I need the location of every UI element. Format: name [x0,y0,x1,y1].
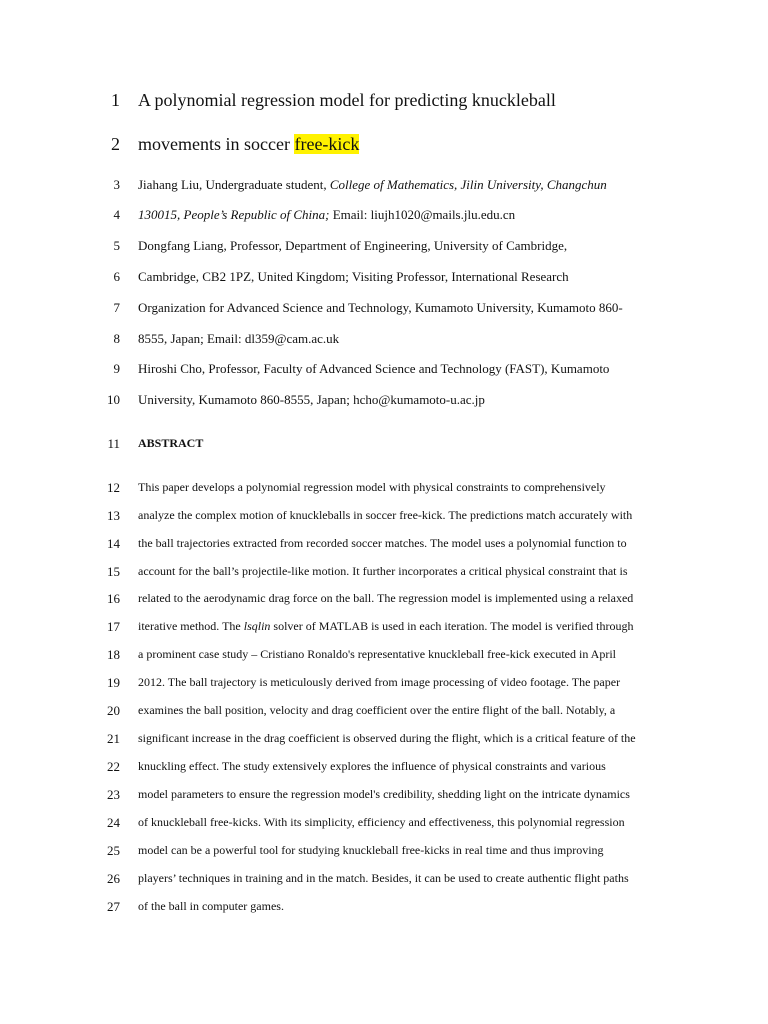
abstract-line-21 [0,731,768,755]
line-number: 1 [111,90,120,110]
line-number: 15 [107,564,120,579]
line-number: 8 [113,331,120,346]
abstract-text: This paper develops a polynomial regression model with physical constraints to comprehensively [138,480,606,494]
line-number: 14 [107,536,120,551]
abstract-line-19 [0,675,768,699]
abstract-text: analyze the complex motion of knuckleballs in soccer free-kick. The predictions match accurately with [138,508,633,522]
line-number: 12 [107,480,120,495]
abstract-line-23 [0,787,768,811]
author-text: Cambridge, CB2 1PZ, United Kingdom; Visiting Professor, International Research [138,269,569,284]
author-line-6 [0,269,768,293]
line-number: 23 [107,787,120,802]
paper-title-cont: movements in soccer free-kick [138,134,360,154]
author-text: Dongfang Liang, Professor, Department of Engineering, University of Cambridge, [138,238,568,253]
author-line-7 [0,300,768,324]
abstract-text: iterative method. The lsqlin solver of MATLAB is used in each iteration. The model is verified through [138,619,634,633]
line-number: 7 [113,300,120,315]
author-line-9 [0,361,768,385]
line-number: 4 [113,207,120,222]
line-number: 3 [113,177,120,192]
abstract-line-13 [0,508,768,532]
line-number: 24 [107,815,120,830]
abstract-heading: ABSTRACT [138,436,204,450]
abstract-line-20 [0,703,768,727]
abstract-line-14 [0,536,768,560]
author-text: Hiroshi Cho, Professor, Faculty of Advanced Science and Technology (FAST), Kumamoto [138,361,610,376]
line-number: 22 [107,759,120,774]
line-number: 2 [111,134,120,154]
abstract-text: model can be a powerful tool for studying knuckleball free-kicks in real time and thus improving [138,843,604,857]
abstract-text: account for the ball’s projectile-like motion. It further incorporates a critical physical constraint that is [138,564,628,578]
abstract-text: model parameters to ensure the regression model's credibility, shedding light on the intricate dynamics [138,787,630,801]
abstract-text: a prominent case study – Cristiano Ronaldo's representative knuckleball free-kick executed in April [138,647,617,661]
abstract-line-27 [0,899,768,923]
author-line-4 [0,207,768,231]
author-text: Jiahang Liu, Undergraduate student, College of Mathematics, Jilin University, Changchun [138,177,607,192]
abstract-heading-line [0,436,768,460]
abstract-text: of knuckleball free-kicks. With its simplicity, efficiency and effectiveness, this polynomial regression [138,815,625,829]
abstract-line-17 [0,619,768,643]
author-text: University, Kumamoto 860-8555, Japan; hcho@kumamoto-u.ac.jp [138,392,485,407]
abstract-line-12 [0,480,768,504]
author-text: Organization for Advanced Science and Technology, Kumamoto University, Kumamoto 860- [138,300,623,315]
line-number: 21 [107,731,120,746]
abstract-line-16 [0,591,768,615]
search-highlight: free-kick [294,134,360,154]
line-number: 20 [107,703,120,718]
abstract-text: of the ball in computer games. [138,899,284,913]
line-number: 18 [107,647,120,662]
paper-title: A polynomial regression model for predicting knuckleball [138,90,556,110]
abstract-line-25 [0,843,768,867]
line-number: 5 [113,238,120,253]
line-number: 13 [107,508,120,523]
line-number: 25 [107,843,120,858]
line-number: 19 [107,675,120,690]
author-line-3 [0,177,768,201]
line-number: 27 [107,899,120,914]
abstract-line-18 [0,647,768,671]
abstract-line-24 [0,815,768,839]
line-number: 16 [107,591,120,606]
author-text: 8555, Japan; Email: dl359@cam.ac.uk [138,331,340,346]
line-number: 17 [107,619,120,634]
author-line-10 [0,392,768,416]
abstract-text: examines the ball position, velocity and drag coefficient over the entire flight of the ball. Notably, a [138,703,616,717]
author-line-8 [0,331,768,355]
line-number: 10 [107,392,120,407]
abstract-text: significant increase in the drag coefficient is observed during the flight, which is a critical feature of the [138,731,636,745]
line-number: 11 [107,436,120,451]
author-text: 130015, People’s Republic of China; Email: liujh1020@mails.jlu.edu.cn [138,207,516,222]
line-number: 6 [113,269,120,284]
line-number: 9 [113,361,120,376]
abstract-text: knuckling effect. The study extensively explores the influence of physical constraints and various [138,759,606,773]
line-number: 26 [107,871,120,886]
abstract-text: players’ techniques in training and in the match. Besides, it can be used to create authentic flight paths [138,871,629,885]
abstract-text: the ball trajectories extracted from recorded soccer matches. The model uses a polynomial function to [138,536,627,550]
abstract-line-22 [0,759,768,783]
author-line-5 [0,238,768,262]
abstract-line-15 [0,564,768,588]
abstract-text: 2012. The ball trajectory is meticulously derived from image processing of video footage. The paper [138,675,621,689]
abstract-text: related to the aerodynamic drag force on the ball. The regression model is implemented using a relaxed [138,591,634,605]
title-line-1 [0,90,768,114]
title-line-2 [0,134,768,158]
abstract-line-26 [0,871,768,895]
